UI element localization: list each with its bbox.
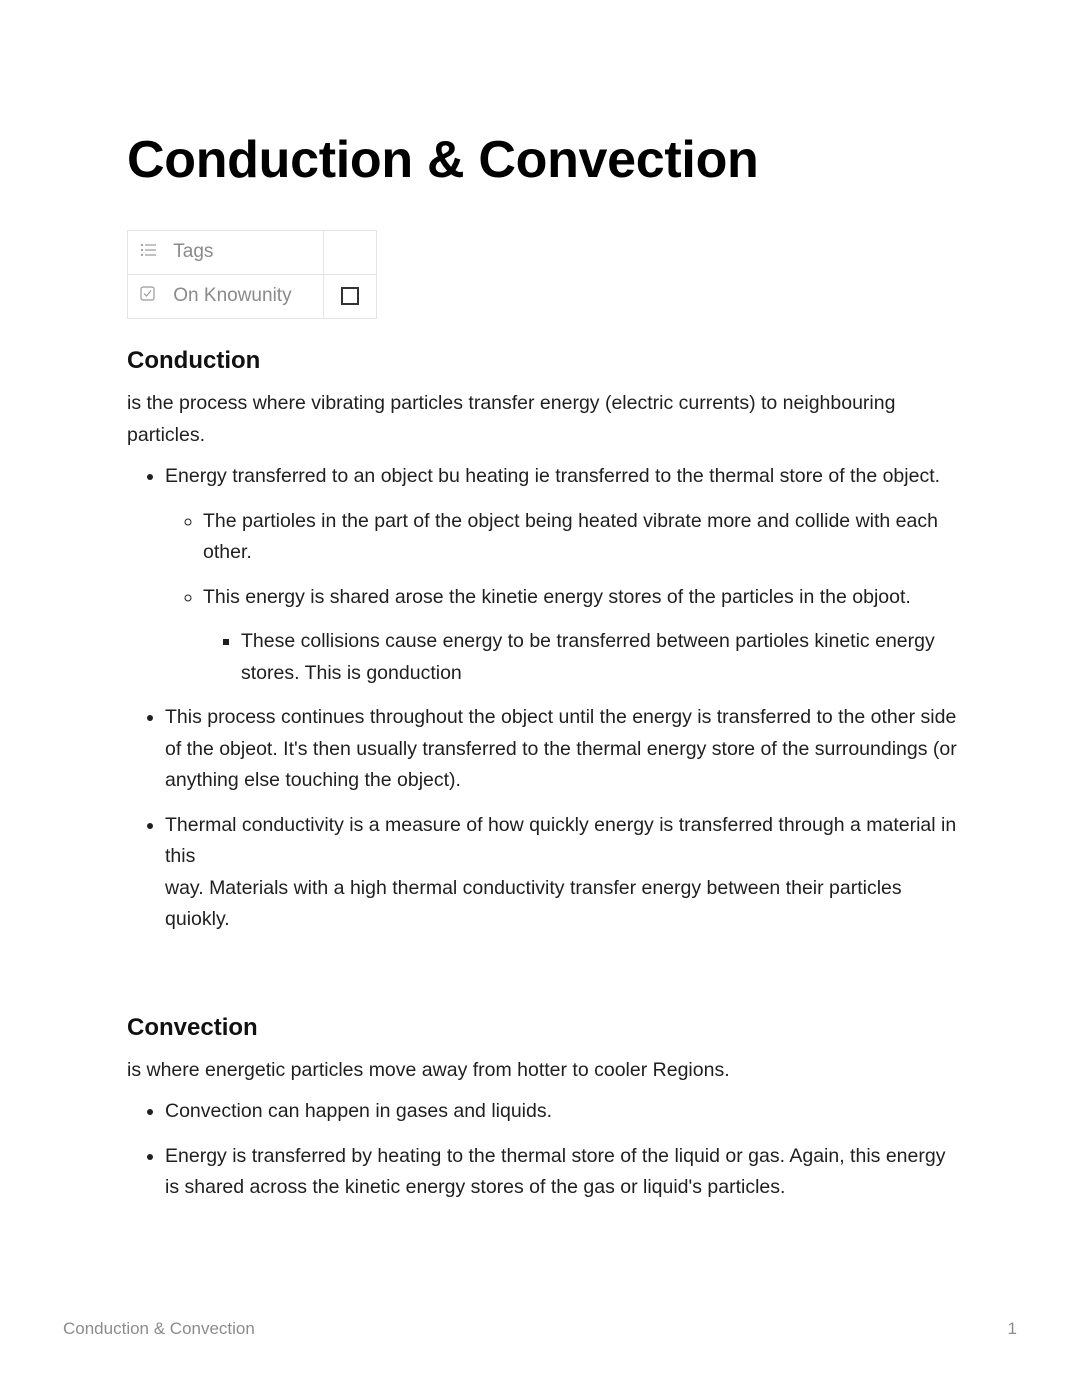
- conduction-bullet-list: [127, 461, 957, 936]
- list-item: • Thermal conductivity is a measure of how quickly energy is transferred through a material in this way. Materials with a high thermal conductivity transfer energy between their particles quiokly.: [165, 810, 957, 936]
- document-body: [127, 342, 957, 1217]
- property-row-on-knowunity: [128, 275, 377, 319]
- checkbox-property-icon: [140, 285, 156, 307]
- list-item: ◦ The partioles in the part of the object being heated vibrate more and collide with each other.: [203, 506, 957, 569]
- page-title: Conduction & Convection: [127, 131, 759, 189]
- convection-bullet-list: [127, 1096, 957, 1204]
- list-item: • This process continues throughout the object until the energy is transferred to the other side of the objeot. It's then usually transferred to the thermal energy store of the surroundings (or anything else touching the object).: [165, 702, 957, 797]
- property-label: On Knowunity: [173, 285, 292, 307]
- property-value-on-knowunity: [324, 275, 377, 319]
- property-key-tags[interactable]: [128, 231, 324, 275]
- list-item: • Energy transferred to an object bu heating ie transferred to the thermal store of the object. ◦ The partioles in the part of the object being heated vibrate more and collide with each other. ◦ This energy is shared arose the kinetie energy stores of the particles in the objoot. ▪ These collisions cause energy to be transferred between partioles kinetic energy stores. This is gonduction: [165, 461, 957, 689]
- page-number: 1: [1007, 1319, 1017, 1338]
- section-heading-convection: Convection: [127, 1013, 258, 1041]
- list-item: • Energy is transferred by heating to the thermal store of the liquid or gas. Again, this energy is shared across the kinetic energy stores of the gas or liquid's particles.: [165, 1141, 957, 1204]
- on-knowunity-checkbox[interactable]: [341, 287, 359, 305]
- convection-intro: is where energetic particles move away from hotter to cooler Regions.: [127, 1058, 730, 1081]
- property-value-tags[interactable]: [324, 231, 377, 275]
- list-item: ◦ This energy is shared arose the kinetie energy stores of the particles in the objoot. ▪ These collisions cause energy to be transferred between partioles kinetic energy stores. This is gonduction: [203, 582, 957, 690]
- property-label: Tags: [173, 241, 214, 263]
- list-icon: [140, 241, 156, 263]
- conduction-sub-sub-list: [203, 626, 957, 689]
- conduction-sub-list: [165, 506, 957, 690]
- properties-table: [127, 230, 377, 319]
- property-key-on-knowunity[interactable]: [128, 275, 324, 319]
- footer-title: Conduction & Convection: [63, 1319, 255, 1338]
- property-row-tags: [128, 231, 377, 275]
- section-heading-conduction: Conduction: [127, 347, 261, 374]
- conduction-intro: is the process where vibrating particles transfer energy (electric currents) to neighbouring particles.: [127, 392, 896, 446]
- list-item: ▪ These collisions cause energy to be transferred between partioles kinetic energy stores. This is gonduction: [241, 626, 957, 689]
- list-item: • Convection can happen in gases and liquids.: [165, 1096, 957, 1128]
